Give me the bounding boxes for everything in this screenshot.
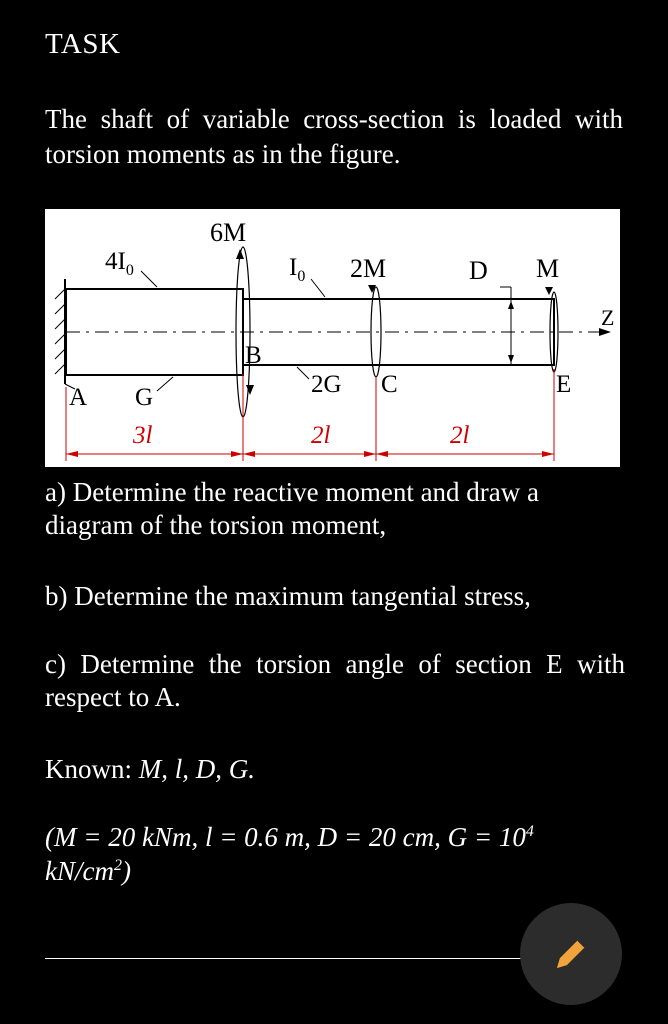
shaft-figure xyxy=(45,209,620,467)
dimension-2l-second: 2l xyxy=(450,422,470,449)
modulus-G-label: G xyxy=(135,384,154,411)
numeric-values xyxy=(45,820,635,888)
numeric-unit: kN/cm xyxy=(45,856,114,886)
axis-z-label: Z xyxy=(601,305,615,330)
question-a: a) Determine the reactive moment and draw a diagram of the torsion moment, xyxy=(45,477,540,540)
task-intro: The shaft of variable cross-section is loaded with torsion moments as in the figure. xyxy=(45,104,623,169)
dimension-3l: 3l xyxy=(133,422,153,449)
moment-M-label: M xyxy=(536,254,560,283)
point-A-label: A xyxy=(69,384,88,411)
moment-6M-label: 6M xyxy=(210,218,247,247)
question-b: b) Determine the maximum tangential stress, xyxy=(45,581,531,611)
numeric-exp1: 4 xyxy=(525,823,534,840)
numeric-exp2: 2 xyxy=(113,857,122,874)
moment-2M-label: 2M xyxy=(350,254,387,283)
diameter-label: D xyxy=(469,256,488,285)
point-B-label: B xyxy=(245,342,262,369)
question-c: c) Determine the torsion angle of section E with respect to A. xyxy=(45,649,625,712)
point-E-label: E xyxy=(556,371,572,398)
known-list: M, l, D, G. xyxy=(138,754,255,784)
task-heading: TASK xyxy=(45,28,121,60)
known-values xyxy=(45,754,255,785)
point-C-label: C xyxy=(381,371,398,398)
dimension-2l-first: 2l xyxy=(311,422,331,449)
pencil-icon xyxy=(551,934,591,974)
divider xyxy=(45,958,523,959)
fixed-support xyxy=(55,279,65,384)
modulus-2G-label: 2G xyxy=(311,371,342,398)
numeric-main: (M = 20 kNm, l = 0.6 m, D = 20 cm, G = 10 xyxy=(45,822,526,852)
inertia-I-label: $I_0$ xyxy=(289,254,306,285)
known-label: Known: xyxy=(45,754,132,784)
edit-button[interactable] xyxy=(520,903,622,1005)
inertia-4I-label: $4I_0$ xyxy=(105,248,134,279)
numeric-close: ) xyxy=(121,856,131,886)
shaft-diagram xyxy=(45,209,620,467)
